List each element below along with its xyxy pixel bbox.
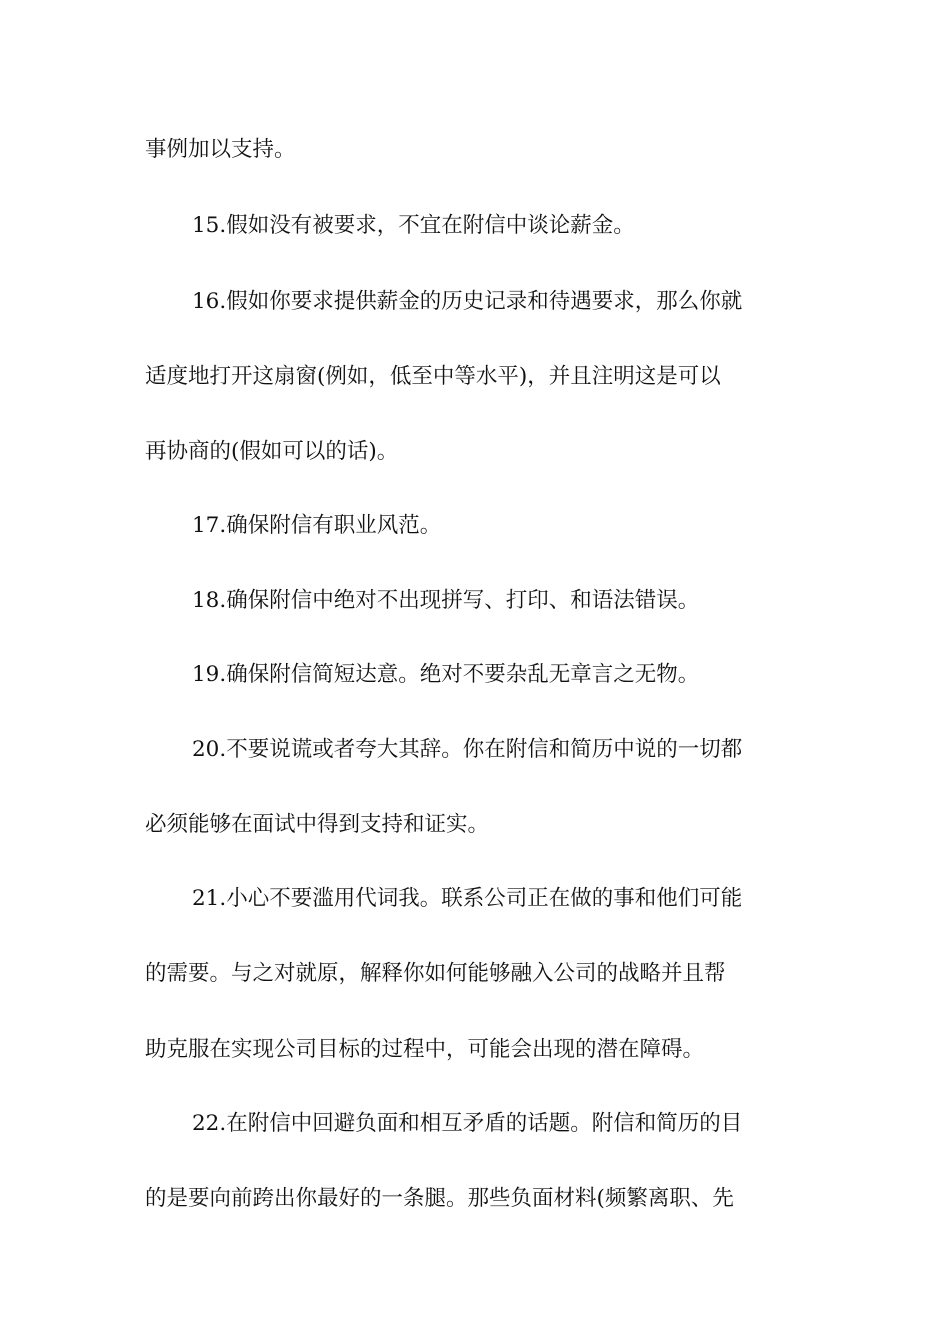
text-line-item-19: 19.确保附信简短达意。绝对不要杂乱无章言之无物。: [192, 662, 700, 687]
text-line: 适度地打开这扇窗(例如，低至中等水平)，并且注明这是可以: [145, 364, 721, 389]
text-line-item-17: 17.确保附信有职业风范。: [192, 513, 442, 538]
text-line-item-20: 20.不要说谎或者夸大其辞。你在附信和简历中说的一切都: [192, 737, 743, 762]
text-line-item-15: 15.假如没有被要求，不宜在附信中谈论薪金。: [192, 213, 635, 238]
text-line: 助克服在实现公司目标的过程中，可能会出现的潜在障碍。: [145, 1037, 705, 1062]
text-line: 事例加以支持。: [145, 137, 296, 162]
text-line-item-22: 22.在附信中回避负面和相互矛盾的话题。附信和简历的目: [192, 1111, 743, 1136]
text-line: 必须能够在面试中得到支持和证实。: [145, 812, 490, 837]
text-line-item-21: 21.小心不要滥用代词我。联系公司正在做的事和他们可能: [192, 886, 743, 911]
text-line: 的是要向前跨出你最好的一条腿。那些负面材料(频繁离职、先: [145, 1186, 734, 1211]
text-line-item-18: 18.确保附信中绝对不出现拼写、打印、和语法错误。: [192, 588, 700, 613]
text-line: 的需要。与之对就原，解释你如何能够融入公司的战略并且帮: [145, 961, 726, 986]
text-line-item-16: 16.假如你要求提供薪金的历史记录和待遇要求，那么你就: [192, 289, 743, 314]
text-line: 再协商的(假如可以的话)。: [145, 439, 399, 464]
